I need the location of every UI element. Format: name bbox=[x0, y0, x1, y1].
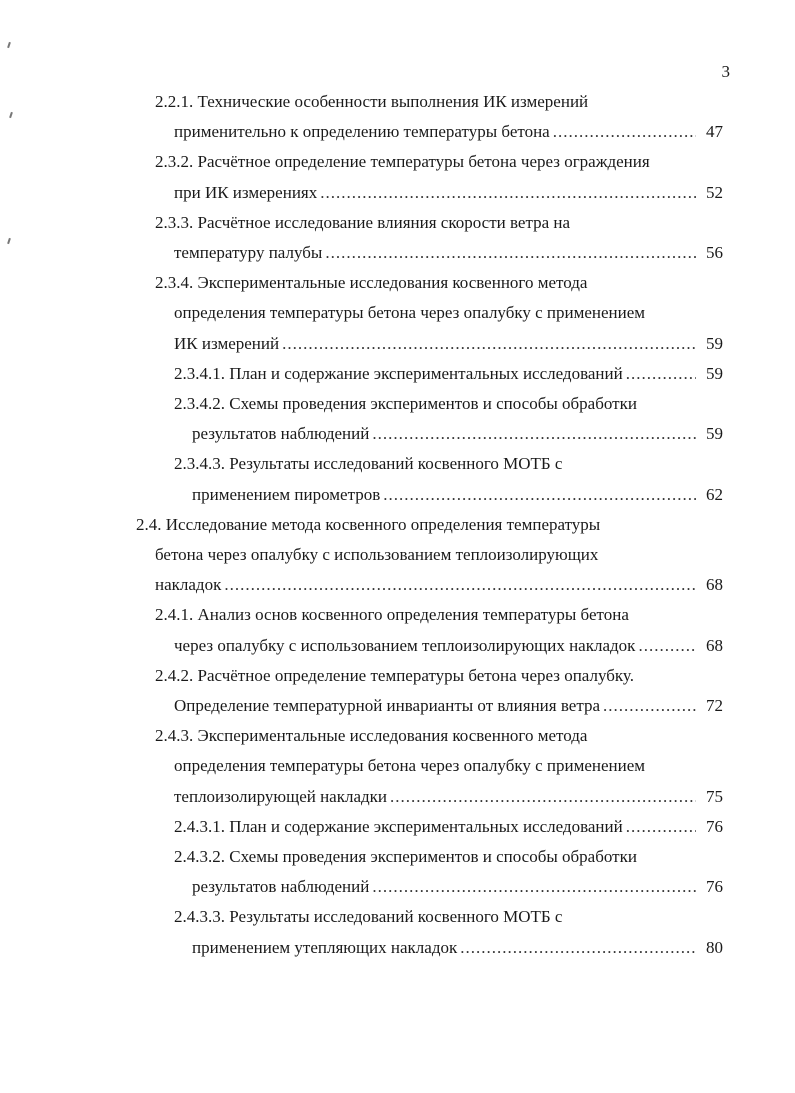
toc-page-number: 56 bbox=[706, 243, 723, 262]
dot-leader bbox=[460, 933, 696, 963]
toc-entry-last-line bbox=[192, 419, 723, 449]
toc-entry-last-line bbox=[174, 238, 723, 268]
toc-page-number: 59 bbox=[706, 363, 723, 383]
dot-leader bbox=[372, 419, 696, 449]
toc-entry-title: применением утепляющих накладок bbox=[192, 937, 458, 957]
toc-entry-last-line bbox=[174, 178, 723, 208]
toc-entry-title: применением пирометров bbox=[192, 484, 381, 504]
toc-entry-last-line bbox=[192, 480, 723, 510]
dot-leader bbox=[372, 872, 696, 902]
toc-page-number: 80 bbox=[706, 937, 723, 957]
toc-entry-title: 2.3.4. Экспериментальные исследования косвенного метода bbox=[155, 273, 588, 293]
toc-page-number: 75 bbox=[706, 786, 723, 806]
scan-mark bbox=[7, 42, 11, 48]
toc-entry-title: 2.4.1. Анализ основ косвенного определения температуры бетона bbox=[155, 605, 629, 625]
toc-entry-title: теплоизолирующей накладки bbox=[174, 786, 388, 806]
toc-entry-title: 2.4.2. Расчётное определение температуры бетона через опалубку. bbox=[155, 665, 634, 685]
toc-entry-title: 2.3.4.2. Схемы проведения экспериментов и способы обработки bbox=[174, 394, 637, 413]
dot-leader bbox=[224, 570, 696, 600]
toc-entry-last-line bbox=[174, 782, 723, 812]
toc-entry-title: 2.4.3.3. Результаты исследований косвенного МОТБ с bbox=[174, 907, 563, 927]
toc-entry-title: при ИК измерениях bbox=[174, 182, 318, 202]
dot-leader bbox=[320, 178, 696, 208]
toc-entry-title: бетона через опалубку с использованием теплоизолирующих bbox=[155, 545, 599, 564]
toc-entry-title: через опалубку с использованием теплоизолирующих накладок bbox=[174, 635, 636, 655]
toc-entry-title: 2.4.3.2. Схемы проведения экспериментов и способы обработки bbox=[174, 847, 637, 866]
toc-entry-last-line bbox=[174, 691, 723, 721]
toc-entry-title: результатов наблюдений bbox=[192, 424, 370, 444]
scan-mark bbox=[7, 238, 11, 244]
toc-entry-title: Определение температурной инварианты от влияния ветра bbox=[174, 696, 601, 715]
toc-entry-title: температуру палубы bbox=[174, 243, 323, 262]
toc-entry-title: 2.4.3. Экспериментальные исследования косвенного метода bbox=[155, 726, 588, 746]
toc-entry-last-line bbox=[174, 812, 723, 842]
toc-entry-title: результатов наблюдений bbox=[192, 877, 370, 897]
toc-entry-last-line bbox=[174, 631, 723, 661]
toc-entry-last-line bbox=[174, 359, 723, 389]
toc-entry-title: 2.4.3.1. План и содержание экспериментальных исследований bbox=[174, 816, 623, 836]
toc-page-number: 59 bbox=[706, 333, 723, 353]
dot-leader bbox=[603, 691, 696, 721]
toc-page-number: 68 bbox=[706, 575, 723, 595]
toc-entry-title: накладок bbox=[155, 575, 222, 595]
toc-entry-title: 2.4. Исследование метода косвенного определения температуры bbox=[136, 514, 601, 534]
toc-entry-title: 2.3.3. Расчётное исследование влияния скорости ветра на bbox=[155, 212, 571, 232]
toc-page-number: 52 bbox=[706, 182, 723, 202]
toc-entry-title: 2.3.2. Расчётное определение температуры бетона через ограждения bbox=[155, 152, 650, 172]
toc-page-number: 72 bbox=[706, 696, 723, 715]
dot-leader bbox=[390, 782, 696, 812]
dot-leader bbox=[553, 117, 696, 147]
toc-entry-title: ИК измерений bbox=[174, 333, 280, 353]
toc-entry-last-line bbox=[192, 933, 723, 963]
dot-leader bbox=[626, 812, 696, 842]
toc-page-number: 76 bbox=[706, 816, 723, 836]
toc-page-number: 76 bbox=[706, 877, 723, 897]
scan-mark bbox=[9, 112, 13, 118]
toc-entry-title: определения температуры бетона через опалубку с применением bbox=[174, 756, 646, 776]
dot-leader bbox=[626, 359, 696, 389]
toc-entry-last-line bbox=[174, 117, 723, 147]
toc-page-number: 47 bbox=[706, 122, 723, 142]
toc-page-number: 59 bbox=[706, 424, 723, 444]
dot-leader bbox=[383, 480, 696, 510]
toc-page-number: 68 bbox=[706, 635, 723, 655]
toc-entry-title: 2.2.1. Технические особенности выполнения ИК измерений bbox=[155, 92, 589, 111]
toc-entry-last-line bbox=[192, 872, 723, 902]
toc-entry-title: 2.3.4.1. План и содержание экспериментальных исследований bbox=[174, 363, 623, 383]
toc-entry-last-line bbox=[174, 329, 723, 359]
toc-entry-title: применительно к определению температуры бетона bbox=[174, 122, 550, 142]
dot-leader bbox=[282, 329, 696, 359]
toc-page-number: 62 bbox=[706, 484, 723, 504]
toc-entry-title: определения температуры бетона через опалубку с применением bbox=[174, 303, 646, 323]
dot-leader bbox=[325, 238, 696, 268]
toc-entry-last-line bbox=[155, 570, 723, 600]
page-number: 3 bbox=[721, 62, 730, 81]
dot-leader bbox=[638, 631, 696, 661]
toc-entry-title: 2.3.4.3. Результаты исследований косвенного МОТБ с bbox=[174, 454, 563, 474]
